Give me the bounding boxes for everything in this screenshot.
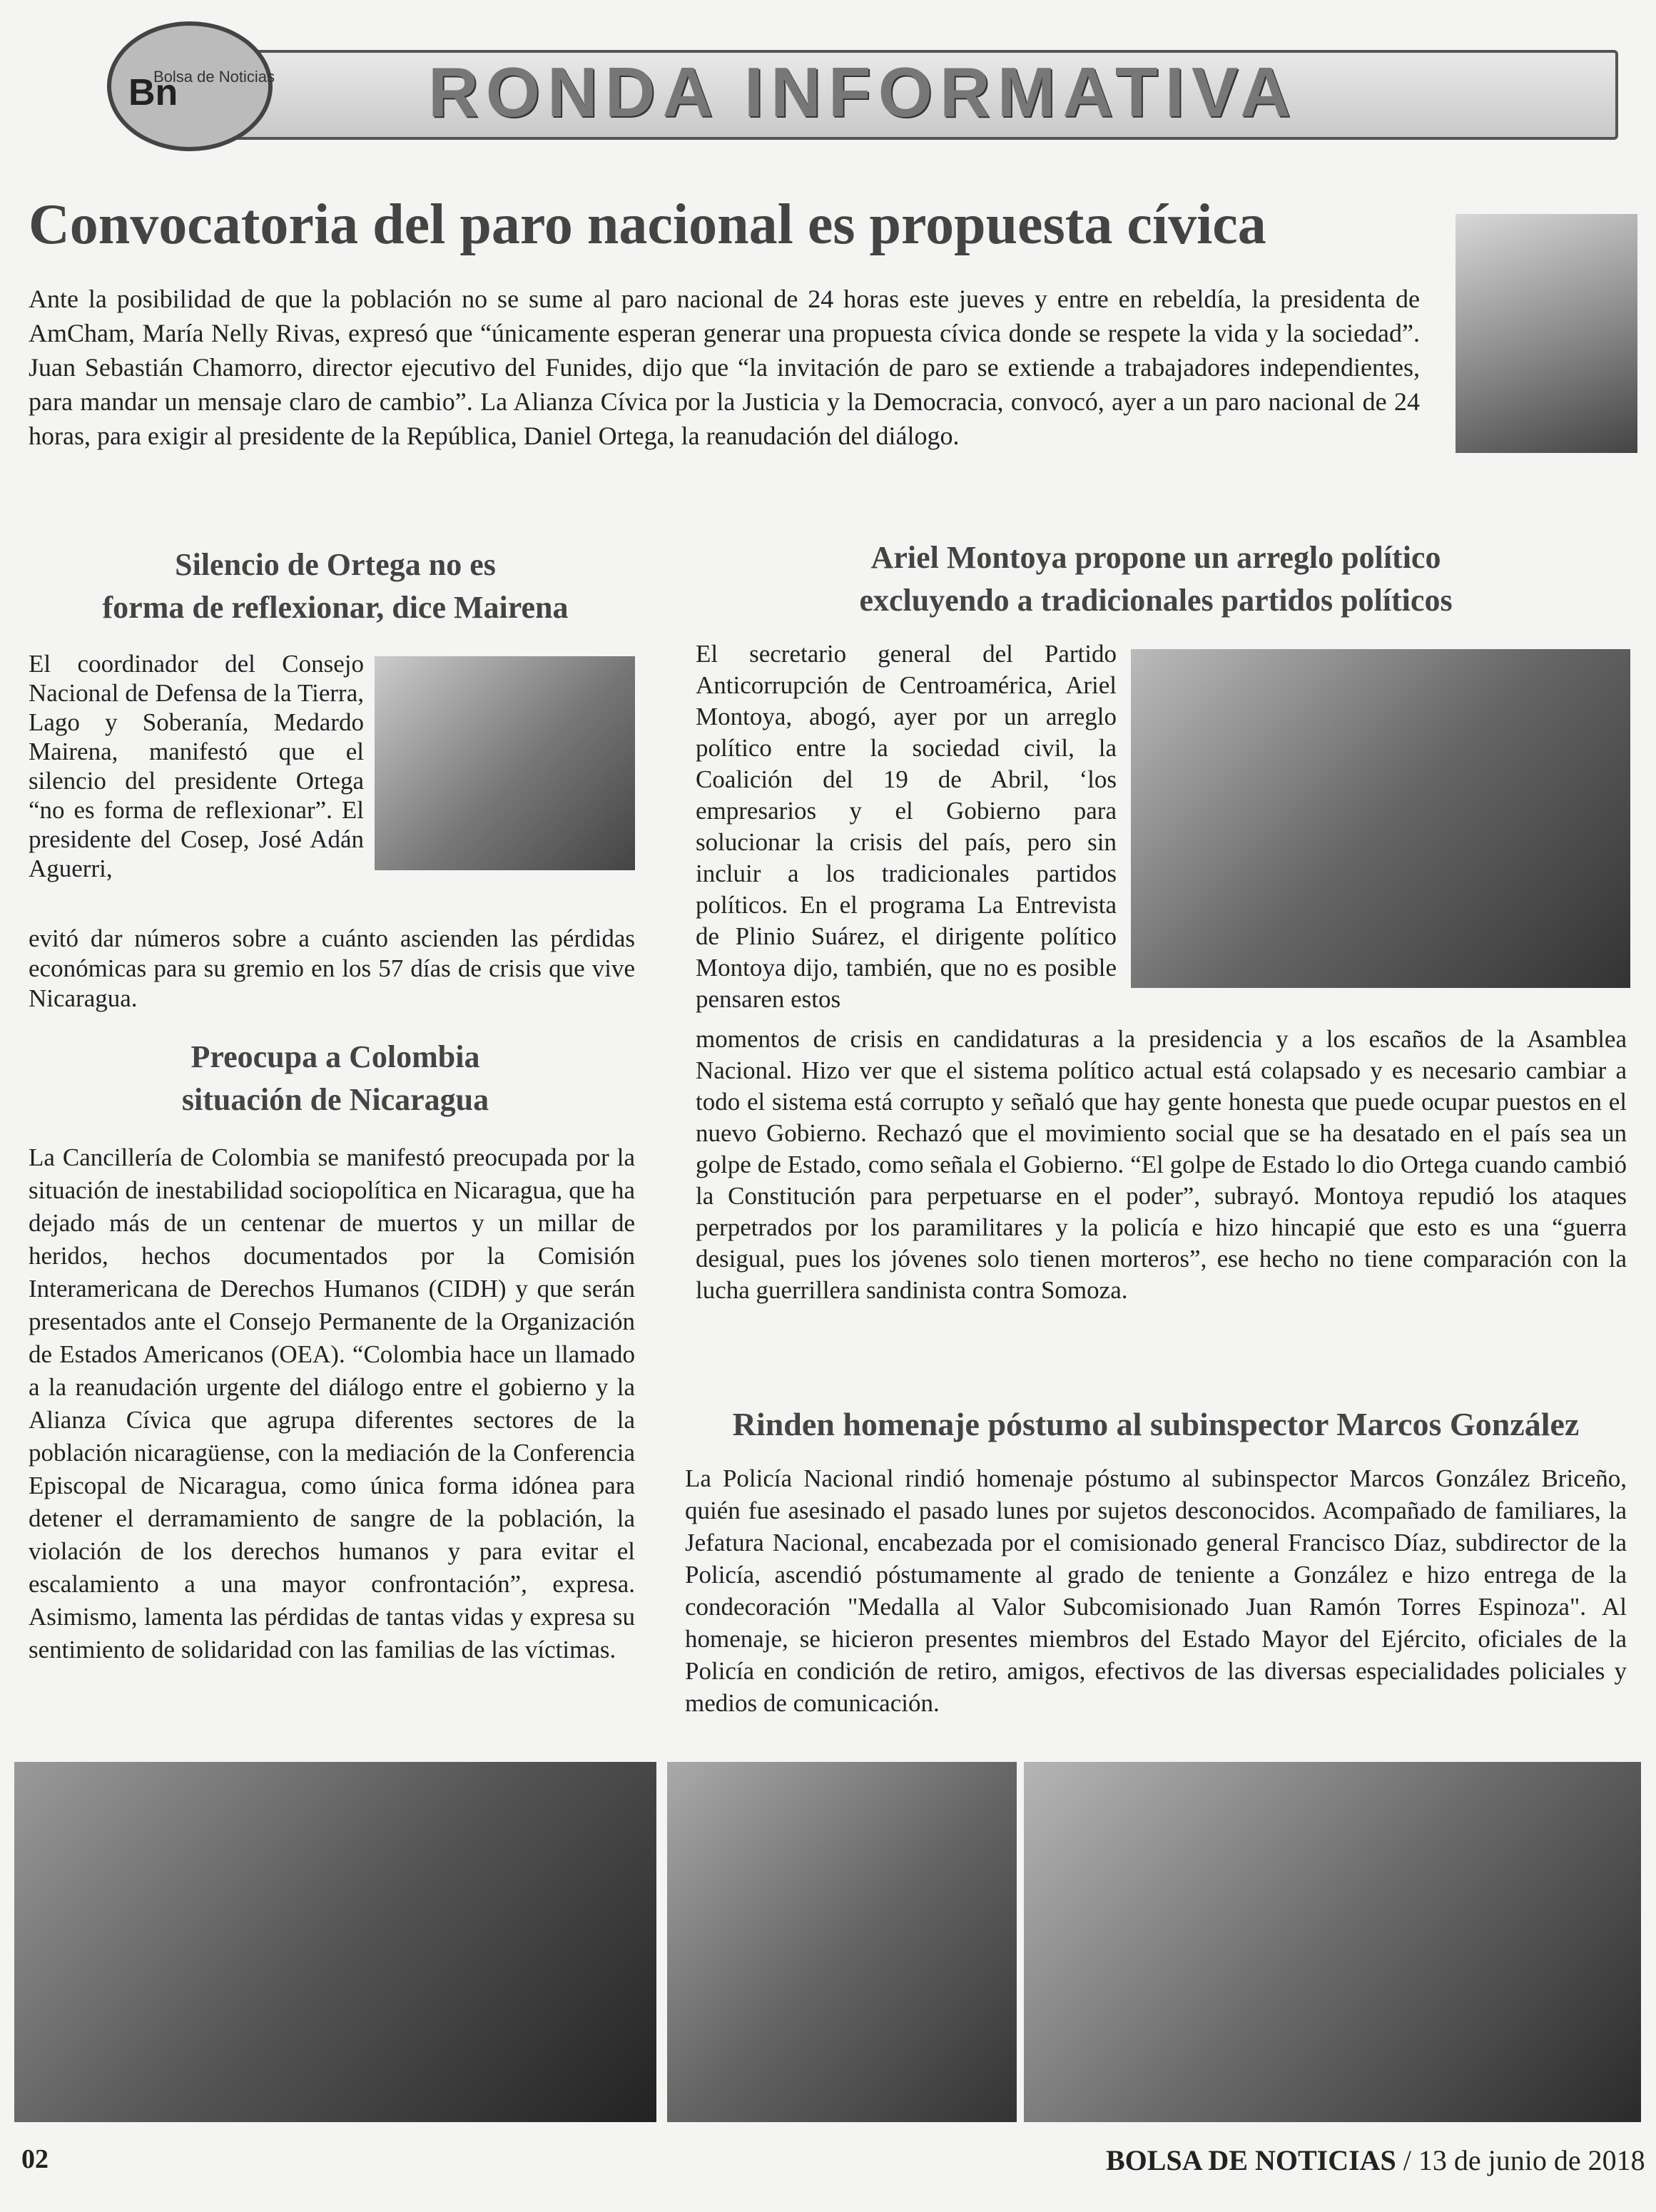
montoya-headline-line2: excluyendo a tradicionales partidos políticos bbox=[859, 583, 1453, 618]
logo-label: Bolsa de Noticias bbox=[153, 68, 275, 86]
colombia-body: La Cancillería de Colombia se manifestó preocupada por la situación de inestabilidad sociopolítica en Nicaragua, que ha dejado más de un centenar de muertos y un millar de heridos, hechos documentados por la Comisión Interamericana de Derechos Humanos (CIDH) y que serán presentados ante el Consejo Permanente de la Organización de Estados Americanos (OEA). “Colombia hace un llamado a la reanudación urgente del diálogo entre el gobierno y la Alianza Cívica que agrupa diferentes sectores de la población nicaragüense, con la mediación de la Conferencia Episcopal de Nicaragua, como única forma idónea para detener el derramamiento de sangre de la población, la violación de los derechos humanos y para evitar el escalamiento a una mayor confrontación”, expresa. Asimismo, lamenta las pérdidas de tantas vidas y expresa su sentimiento de solidaridad con las familias de las víctimas. bbox=[29, 1143, 635, 1663]
colombia-headline-line2: situación de Nicaragua bbox=[181, 1082, 489, 1117]
mairena-body-top: El coordinador del Consejo Nacional de Defensa de la Tierra, Lago y Soberanía, Medardo Mairena, manifestó que el silencio del presidente Ortega “no es forma de reflexionar”. El presidente del Cosep, José Adán Aguerri, bbox=[29, 650, 364, 882]
colombia-headline-line1: Preocupa a Colombia bbox=[191, 1039, 480, 1074]
lead-portrait bbox=[1456, 214, 1637, 453]
homenaje-headline: Rinden homenaje póstumo al subinspector Marcos González bbox=[732, 1406, 1580, 1442]
mairena-headline-line2: forma de reflexionar, dice Mairena bbox=[102, 590, 569, 625]
funeral-procession-photo bbox=[1024, 1762, 1641, 2122]
protest-photo bbox=[14, 1762, 656, 2122]
logo-mark: Bn bbox=[128, 72, 178, 113]
page-number: 02 bbox=[21, 2144, 49, 2174]
montoya-headline-line1: Ariel Montoya propone un arreglo político bbox=[870, 540, 1441, 575]
homenaje-body: La Policía Nacional rindió homenaje póstumo al subinspector Marcos González Briceño, quién fue asesinado el pasado lunes por sujetos desconocidos. Acompañado de familiares, la Jefatura Nacional, encabezada por el comisionado general Francisco Díaz, subdirector de la Policía, ascendió póstumamente al grado de teniente a González e hizo entrega de la condecoración "Medalla al Valor Subcomisionado Juan Ramón Torres Espinoza". Al homenaje, se hicieron presentes miembros del Estado Mayor del Ejército, oficiales de la Policía en condición de retiro, amigos, efectivos de las diversas especialidades policiales y medios de comunicación. bbox=[685, 1464, 1627, 1717]
publication-name: BOLSA DE NOTICIAS bbox=[1106, 2144, 1396, 2176]
lead-body: Ante la posibilidad de que la población no se sume al paro nacional de 24 horas este jueves y entre en rebeldía, la presidenta de AmCham, María Nelly Rivas, expresó que “únicamente esperan generar una propuesta cívica donde se respete la vida y la sociedad”. Juan Sebastián Chamorro, director ejecutivo del Funides, dijo que “la invitación de paro se extiende a trabajadores independientes, para mandar un mensaje claro de cambio”. La Alianza Cívica por la Justicia y la Democracia, convocó, ayer a un paro nacional de 24 horas, para exigir al presidente de la República, Daniel Ortega, la reanudación del diálogo. bbox=[29, 285, 1420, 450]
footer-publication bbox=[1106, 2144, 1645, 2177]
montoya-photo bbox=[1131, 649, 1630, 988]
publication-date: / 13 de junio de 2018 bbox=[1403, 2144, 1645, 2176]
mairena-headline-line1: Silencio de Ortega no es bbox=[175, 547, 496, 582]
section-title: RONDA INFORMATIVA bbox=[428, 53, 1298, 131]
mairena-photo bbox=[375, 656, 635, 870]
montoya-body-top: El secretario general del Partido Anticorrupción de Centroamérica, Ariel Montoya, abogó, ayer por un arreglo político entre la sociedad civil, la Coalición del 19 de Abril, ‘los empresarios y el Gobierno para solucionar la crisis del país, pero sin incluir a los tradicionales partidos políticos. En el programa La Entrevista de Plinio Suárez, el dirigente político Montoya dijo, también, que no es posible pensaren estos bbox=[696, 640, 1117, 1013]
mairena-body-bottom: evitó dar números sobre a cuánto ascienden las pérdidas económicas para su gremio en los 57 días de crisis que vive Nicaragua. bbox=[29, 924, 635, 1012]
lead-headline: Convocatoria del paro nacional es propuesta cívica bbox=[29, 193, 1266, 256]
montoya-body-bottom: momentos de crisis en candidaturas a la presidencia y a los escaños de la Asamblea Nacional. Hizo ver que el sistema político actual está colapsado y es necesario cambiar a todo el sistema está corrupto y señaló que hay gente honesta que puede ocupar puestos en el nuevo Gobierno. Rechazó que el movimiento social que se ha desatado en el país sea un golpe de Estado, como señala el Gobierno. “El golpe de Estado lo dio Ortega cuando cambió la Constitución para perpetuarse en el poder”, subrayó. Montoya repudió los ataques perpetrados por los paramilitares y la policía e hizo hincapié que esto es una “guerra desigual, pues los jóvenes solo tienen morteros”, ese hecho no tiene comparación con la lucha guerrillera sandinista contra Somoza. bbox=[696, 1025, 1627, 1304]
police-family-photo bbox=[667, 1762, 1017, 2122]
